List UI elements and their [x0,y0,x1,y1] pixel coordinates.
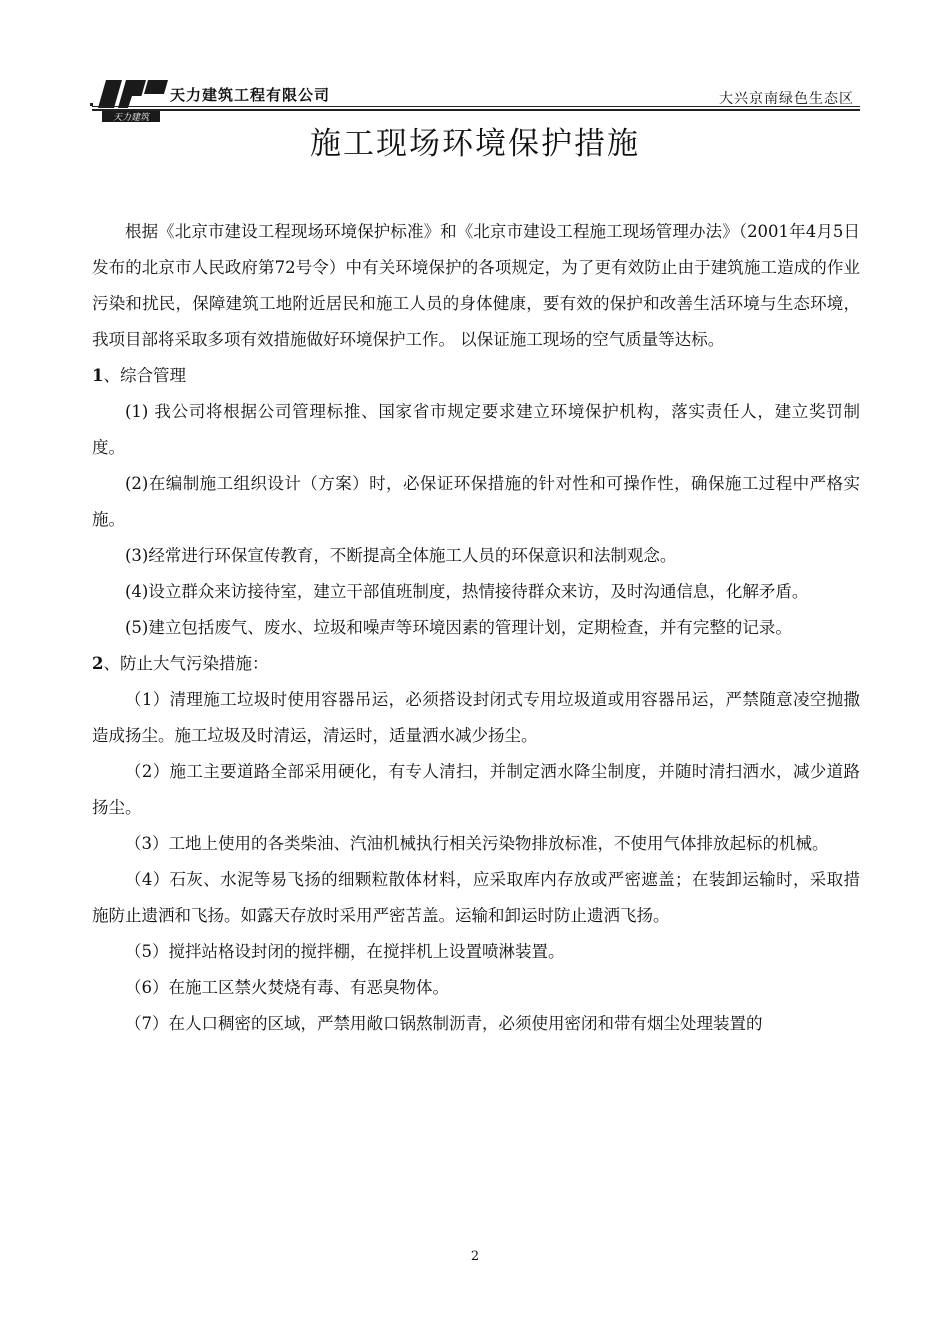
page-header [0,0,950,123]
document-title: 施工现场环境保护措施 [310,126,640,162]
company-name: 天力建筑工程有限公司 [170,86,331,104]
list-item: （3）工地上使用的各类柴油、汽油机械执行相关污染物排放标准，不使用气体排放起标的机械。 [125,834,829,853]
list-item: (3)经常进行环保宣传教育，不断提高全体施工人员的环保意识和法制观念。 [125,546,677,565]
list-item: （5）搅拌站格设封闭的搅拌棚，在搅拌机上设置喷淋装置。 [125,942,565,961]
header-rule [92,106,860,107]
list-item: (1) 我公司将根据公司管理标推、国家省市规定要求建立环境保护机构，落实责任人，建立奖罚制度。 [92,402,860,457]
list-item: （6）在施工区禁火焚烧有毒、有恶臭物体。 [125,978,449,997]
section-number: 1 [92,366,104,385]
section-heading-1 [92,358,860,394]
section-title: 、综合管理 [103,366,186,385]
list-item: (5)建立包括废气、废水、垃圾和噪声等环境因素的管理计划，定期检查，并有完整的记录。 [125,618,792,637]
project-name: 大兴京南绿色生态区 [719,91,854,107]
section-title: 、防止大气污染措施： [103,654,269,673]
list-item: （7）在人口稠密的区域，严禁用敞口锅熬制沥青，必须使用密闭和带有烟尘处理装置的 [125,1014,763,1033]
page-number: 2 [470,1249,480,1264]
header-rule-thick [92,109,860,111]
list-item: （4）石灰、水泥等易飞扬的细颗粒散体材料，应采取库内存放或严密遮盖；在装卸运输时，采取措施防止遗洒和飞扬。如露天存放时采用严密苫盖。运输和卸运时防止遗洒飞扬。 [92,870,860,925]
document-body [92,214,860,1042]
list-item: （1）清理施工垃圾时使用容器吊运，必须搭设封闭式专用垃圾道或用容器吊运，严禁随意凌空抛撒造成扬尘。施工垃圾及时清运，清运时，适量洒水减少扬尘。 [92,690,860,745]
section-number: 2 [92,654,104,673]
section-heading-2 [92,646,860,682]
list-item: （2）施工主要道路全部采用硬化，有专人清扫，并制定洒水降尘制度，并随时清扫洒水，减少道路扬尘。 [92,762,860,817]
list-item: (4)设立群众来访接待室，建立干部值班制度，热情接待群众来访，及时沟通信息，化解矛盾。 [125,582,809,601]
logo-text: 天力建筑 [112,113,150,123]
intro-paragraph: 根据《北京市建设工程现场环境保护标准》和《北京市建设工程施工现场管理办法》（2001年4月5日发布的北京市人民政府第72号令）中有关环境保护的各项规定，为了更有效防止由于建筑施工造成的作业污染和扰民，保障建筑工地附近居民和施工人员的身体健康，要有效的保护和改善生活环境与生态环境，我项目部将采取多项有效措施做好环境保护工作。 以保证施工现场的空气质量等达标。 [92,222,860,349]
list-item: (2)在编制施工组织设计（方案）时，必保证环保措施的针对性和可操作性，确保施工过程中严格实施。 [92,474,860,529]
